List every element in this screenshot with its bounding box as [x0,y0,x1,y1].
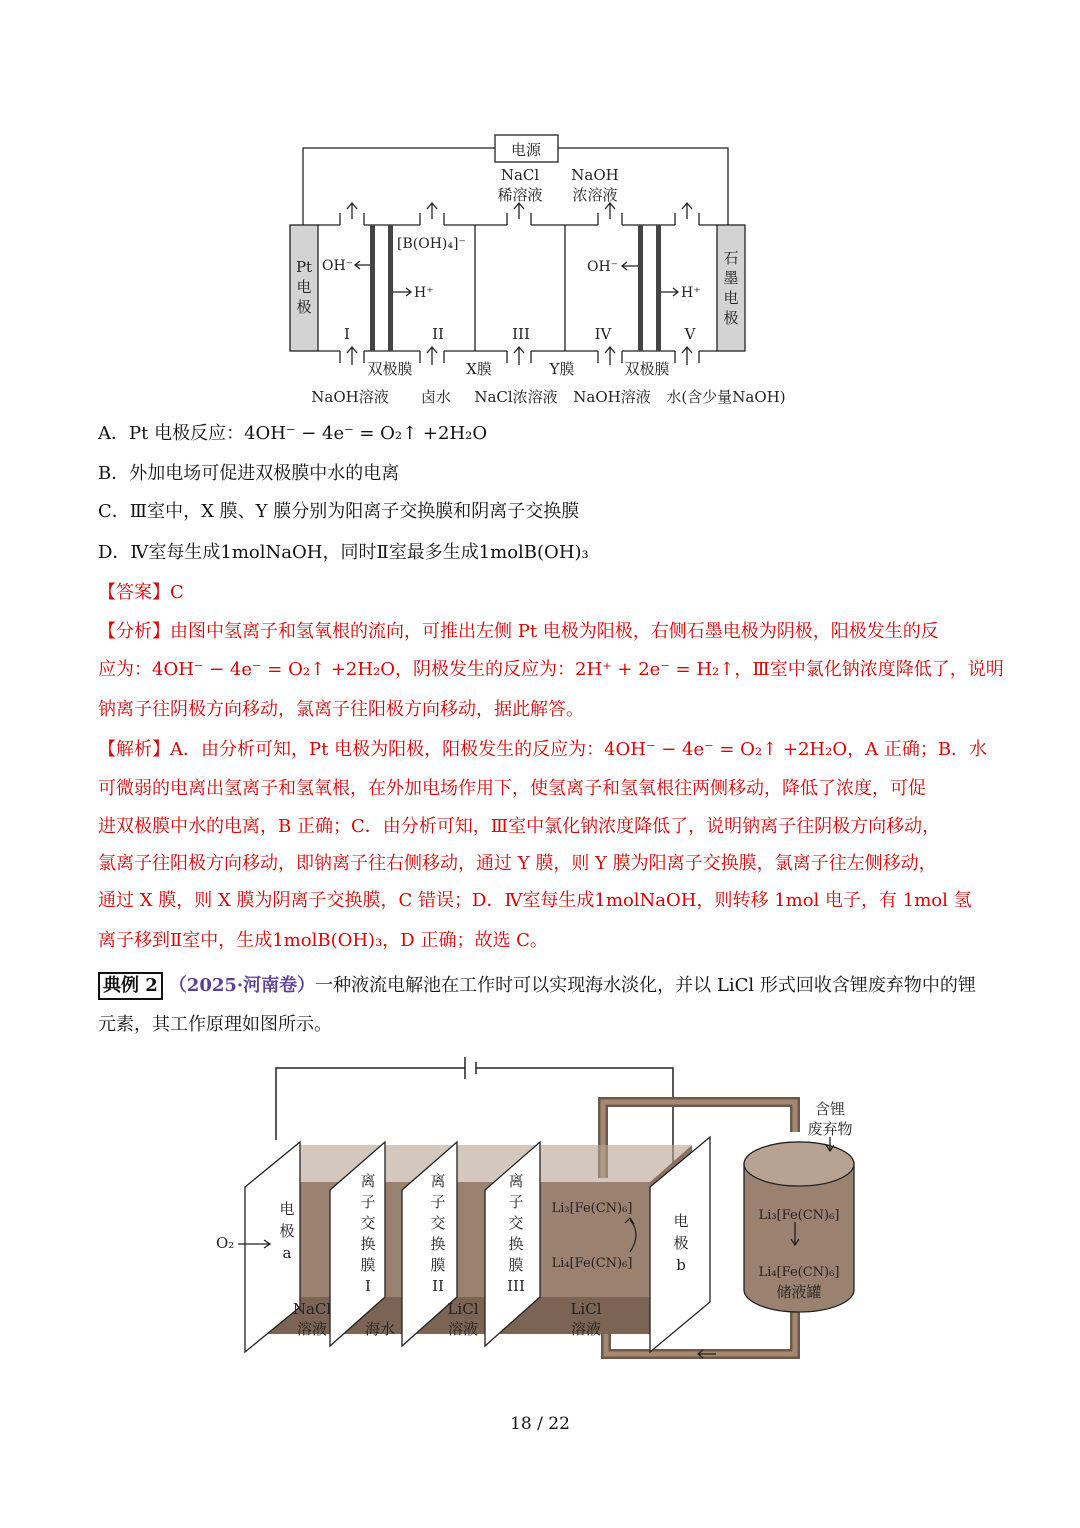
page-number: 18 / 22 [510,1414,570,1434]
graphite-electrode-label-1: 石 [723,249,739,267]
option-d: D．Ⅳ室每生成1molNaOH，同时Ⅱ室最多生成1molB(OH)₃ [98,542,589,563]
pt-electrode-label-3: 极 [296,298,312,316]
solution-1-line-1: NaCl [292,1300,332,1318]
bottom-inlet-2: 卤水 [420,388,452,406]
membrane-1-char-4: 换 [360,1235,376,1253]
example-source: （2025·河南卷） [168,975,316,996]
chamber-4-label: IV [594,325,612,343]
membrane-3-char-2: 子 [508,1193,524,1211]
membrane-label-x: X膜 [466,360,492,378]
chamber-3-label: III [512,325,530,343]
solution-4-line-1: LiCl [570,1300,602,1318]
tank-species-li4: Li₄[Fe(CN)₆] [758,1265,840,1280]
option-c: C．Ⅲ室中，X 膜、Y 膜分别为阳离子交换膜和阴离子交换膜 [98,501,580,522]
species-li4-fe-cn6: Li₄[Fe(CN)₆] [551,1256,633,1271]
bottom-inlet-3: NaCl浓溶液 [474,388,558,406]
membrane-label-bipolar-left: 双极膜 [367,360,413,378]
solution-3-line-2: 溶液 [447,1320,479,1338]
species-li3-fe-cn6: Li₃[Fe(CN)₆] [551,1201,633,1216]
explanation-line-4: 氯离子往阳极方向移动，即钠离子往右侧移动，通过 Y 膜，则 Y 膜为阳离子交换膜，氯离子往左侧移动， [98,853,937,874]
top-inlet-1-formula: NaCl [500,166,540,184]
membrane-3-char-5: 膜 [508,1256,524,1274]
membrane-2-char-6: II [432,1277,444,1295]
chamber-1-label: I [344,325,350,343]
membrane-label-y: Y膜 [549,360,575,378]
graphite-electrode-label-2: 墨 [723,269,739,287]
membrane-3-char-1: 离 [508,1172,524,1190]
power-source-label: 电源 [510,141,542,159]
electrode-b-label-1: 电 [673,1212,689,1230]
example2-intro-line-1 [98,972,988,1000]
lithium-waste-label-1: 含锂 [814,1100,846,1118]
electrode-a-label-2: 极 [279,1222,295,1240]
explanation-line-3: 进双极膜中水的电离，B 正确；C．由分析可知，Ⅲ室中氯化钠浓度降低了，说明钠离子往阴极方向移动， [98,816,941,837]
flow-electrolysis-cell-diagram [210,1052,870,1372]
bottom-inlet-5: 水(含少量NaOH) [666,388,786,406]
pt-electrode-label-1: Pt [295,258,313,276]
membrane-1-char-3: 交 [360,1214,376,1232]
electrode-a-label-3: a [282,1244,292,1262]
membrane-3-char-3: 交 [508,1214,524,1232]
bottom-inlet-1: NaOH溶液 [311,388,389,406]
analysis-line-1: 【分析】由图中氢离子和氢氧根的流向，可推出左侧 Pt 电极为阳极，右侧石墨电极为阴极，阳极发生的反 [98,621,939,642]
solution-4-line-2: 溶液 [570,1320,602,1338]
example-tag: 典例 2 [98,972,163,1000]
graphite-electrode-label-3: 电 [723,289,739,307]
lithium-waste-label-2: 废弃物 [807,1120,853,1138]
chamber-2-label: II [432,325,444,343]
membrane-2-char-2: 子 [430,1193,446,1211]
tank-species-li3: Li₃[Fe(CN)₆] [758,1208,840,1223]
graphite-electrode-label-4: 极 [723,309,739,327]
example-text-1: 一种液流电解池在工作时可以实现海水淡化，并以 LiCl 形式回收含锂废弃物中的锂 [315,975,976,996]
ion-boh4: [B(OH)₄]⁻ [397,236,466,252]
membrane-2-char-5: 膜 [430,1256,446,1274]
top-inlet-2-formula: NaOH [571,166,619,184]
electrode-b-label-2: 极 [673,1234,689,1252]
ion-h-left: H⁺ [414,285,434,301]
chamber-5-label: V [684,325,696,343]
explanation-line-6: 离子移到Ⅱ室中，生成1molB(OH)₃，D 正确；故选 C。 [98,930,548,951]
top-inlet-1-desc: 稀溶液 [497,186,543,204]
ion-oh-right: OH⁻ [587,259,619,275]
analysis-line-3: 钠离子往阴极方向移动，氯离子往阳极方向移动，据此解答。 [98,699,584,720]
electrode-b-label-3: b [676,1256,686,1274]
membrane-2-char-3: 交 [430,1214,446,1232]
o2-label: O₂ [216,1234,235,1252]
membrane-1-char-5: 膜 [360,1256,376,1274]
option-b: B．外加电场可促进双极膜中水的电离 [98,463,400,484]
membrane-2-char-1: 离 [430,1172,446,1190]
storage-tank-label: 储液罐 [776,1283,822,1301]
example-text-2: 元素，其工作原理如图所示。 [98,1014,332,1035]
ion-h-right: H⁺ [681,285,701,301]
membrane-2-char-4: 换 [430,1235,446,1253]
electrode-a-label-1: 电 [279,1200,295,1218]
top-inlet-2-desc: 浓溶液 [572,186,618,204]
membrane-3-char-4: 换 [508,1235,524,1253]
explanation-line-2: 可微弱的电离出氢离子和氢氧根，在外加电场作用下，使氢离子和氢氧根往两侧移动，降低了浓度，可促 [98,778,926,799]
bipolar-membrane-electrolysis-diagram [280,125,800,415]
membrane-1-char-2: 子 [360,1193,376,1211]
explanation-line-1: 【解析】A．由分析可知，Pt 电极为阳极，阳极发生的反应为：4OH⁻ − 4e⁻ = O₂↑ +2H₂O，A 正确；B．水 [98,739,988,760]
solution-1-line-2: 溶液 [296,1320,328,1338]
solution-3-line-1: LiCl [447,1300,479,1318]
pt-electrode-label-2: 电 [296,278,312,296]
membrane-1-char-6: I [365,1277,371,1295]
membrane-1-char-1: 离 [360,1172,376,1190]
solution-2-line-1: 海水 [364,1320,396,1338]
answer-line: 【答案】C [98,582,184,603]
membrane-label-bipolar-right: 双极膜 [624,360,670,378]
option-a: A．Pt 电极反应：4OH⁻ − 4e⁻ = O₂↑ +2H₂O [98,423,488,444]
membrane-3-char-6: III [507,1277,525,1295]
analysis-line-2: 应为：4OH⁻ − 4e⁻ = O₂↑ +2H₂O，阴极发生的反应为：2H⁺ + 2e⁻ = H₂↑，Ⅲ室中氯化钠浓度降低了，说明 [98,659,1004,680]
bottom-inlet-4: NaOH溶液 [573,388,651,406]
ion-oh-left: OH⁻ [322,258,354,274]
explanation-line-5: 通过 X 膜，则 X 膜为阴离子交换膜，C 错误；D．Ⅳ室每生成1molNaOH，则转移 1mol 电子，有 1mol 氢 [98,890,972,911]
